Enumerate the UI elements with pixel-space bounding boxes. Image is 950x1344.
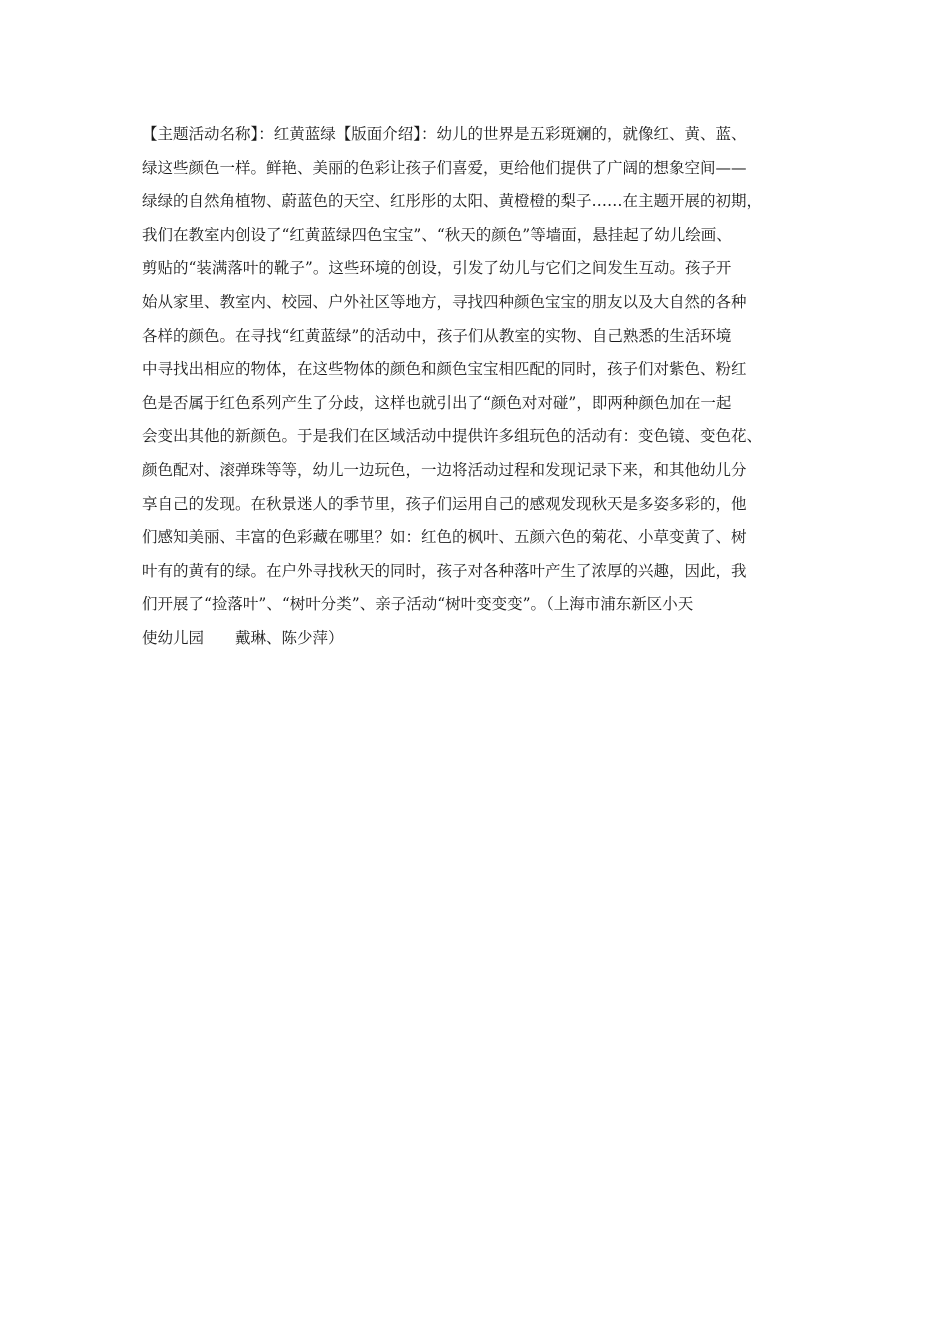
paragraph-line: 各样的颜色。在寻找“红黄蓝绿”的活动中，孩子们从教室的实物、自己熟悉的生活环境 [142,326,732,345]
paragraph-line: 们开展了“捡落叶”、“树叶分类”、亲子活动“树叶变变变”。（上海市浦东新区小天 [142,595,694,614]
paragraph-line: 们感知美丽、丰富的色彩藏在哪里？如：红色的枫叶、五颜六色的菊花、小草变黄了、树 [142,528,747,547]
paragraph-line: 颜色配对、滚弹珠等等，幼儿一边玩色，一边将活动过程和发现记录下来，和其他幼儿分 [142,460,747,479]
paragraph-line: 叶有的黄有的绿。在户外寻找秋天的同时，孩子对各种落叶产生了浓厚的兴趣，因此，我 [142,561,747,580]
paragraph-line: 使幼儿园 戴琳、陈少萍） [142,628,344,647]
paragraph-line: 绿这些颜色一样。鲜艳、美丽的色彩让孩子们喜爱，更给他们提供了广阔的想象空间—— [142,158,747,177]
paragraph-line: 享自己的发现。在秋景迷人的季节里，孩子们运用自己的感观发现秋天是多姿多彩的，他 [142,494,747,513]
paragraph-line: 剪贴的“装满落叶的靴子”。这些环境的创设，引发了幼儿与它们之间发生互动。孩子开 [142,259,732,278]
paragraph-line: 会变出其他的新颜色。于是我们在区域活动中提供许多组玩色的活动有：变色镜、变色花、 [142,427,763,446]
paragraph-line: 我们在教室内创设了“红黄蓝绿四色宝宝”、“秋天的颜色”等墙面，悬挂起了幼儿绘画、 [142,225,732,244]
paragraph-line: 绿绿的自然角植物、蔚蓝色的天空、红彤彤的太阳、黄橙橙的梨子……在主题开展的初期， [142,192,763,211]
body-paragraph [142,118,810,656]
paragraph-line: 始从家里、教室内、校园、户外社区等地方，寻找四种颜色宝宝的朋友以及大自然的各种 [142,292,747,311]
paragraph-line: 色是否属于红色系列产生了分歧，这样也就引出了“颜色对对碰”，即两种颜色加在一起 [142,393,732,412]
paragraph-line: 中寻找出相应的物体，在这些物体的颜色和颜色宝宝相匹配的同时，孩子们对紫色、粉红 [142,360,747,379]
paragraph-line: 【主题活动名称】：红黄蓝绿【版面介绍】：幼儿的世界是五彩斑斓的，就像红、黄、蓝、 [142,125,747,143]
